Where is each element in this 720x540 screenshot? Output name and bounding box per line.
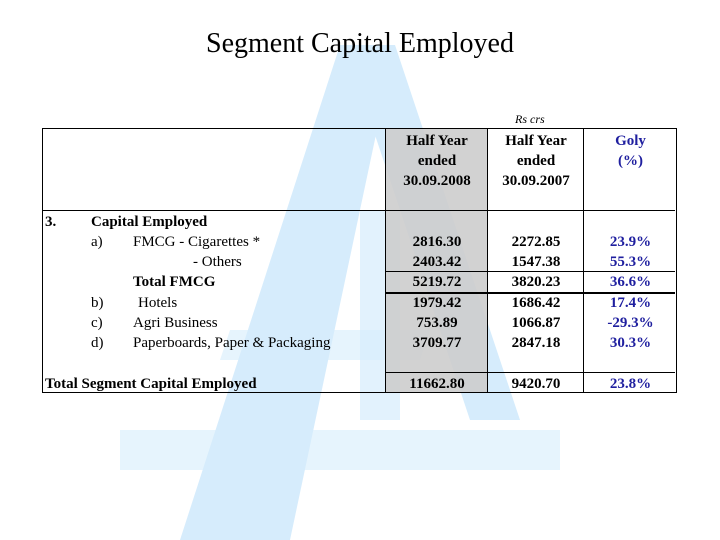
row-label: - Others (193, 254, 242, 270)
row-index: c) (91, 315, 103, 331)
growth-value: 30.3% (609, 335, 652, 351)
total-label: Total Segment Capital Employed (45, 376, 257, 392)
header-h1-2008: Half Year ended 30.09.2008 (403, 133, 471, 189)
header-growth: Goly (%) (615, 133, 646, 169)
value-2008: 3709.77 (412, 335, 462, 351)
total-2007: 9420.70 (511, 376, 561, 392)
growth-value: -29.3% (607, 315, 654, 331)
growth-value: 17.4% (609, 295, 652, 311)
row-index: d) (91, 335, 104, 351)
value-2008: 753.89 (416, 315, 458, 331)
growth-value: 55.3% (609, 254, 652, 270)
growth-value: 36.6% (609, 274, 652, 290)
row-index: a) (91, 234, 103, 250)
value-2007: 2272.85 (511, 234, 561, 250)
value-2007: 1547.38 (511, 254, 561, 270)
growth-value: 23.9% (609, 234, 652, 250)
value-2007: 1066.87 (511, 315, 561, 331)
value-2007: 1686.42 (511, 295, 561, 311)
section-number: 3. (45, 214, 57, 230)
capital-employed-table (42, 128, 677, 393)
value-2008: 2816.30 (412, 234, 462, 250)
row-label: Hotels (138, 295, 178, 311)
header-h1-2007: Half Year ended 30.09.2007 (502, 133, 570, 189)
row-label: Paperboards, Paper & Packaging (133, 335, 331, 351)
value-2008: 1979.42 (412, 295, 462, 311)
value-2007: 2847.18 (511, 335, 561, 351)
unit-label: Rs crs (515, 112, 545, 126)
value-2007: 3820.23 (511, 274, 561, 290)
total-growth: 23.8% (609, 376, 652, 392)
row-label: FMCG - Cigarettes * (133, 234, 261, 250)
total-2008: 11662.80 (409, 376, 465, 392)
row-label: Total FMCG (133, 274, 216, 290)
value-2008: 2403.42 (412, 254, 462, 270)
page-title: Segment Capital Employed (206, 28, 514, 59)
row-index: b) (91, 295, 104, 311)
row-label: Agri Business (133, 315, 218, 331)
value-2008: 5219.72 (412, 274, 462, 290)
section-label: Capital Employed (91, 214, 208, 230)
